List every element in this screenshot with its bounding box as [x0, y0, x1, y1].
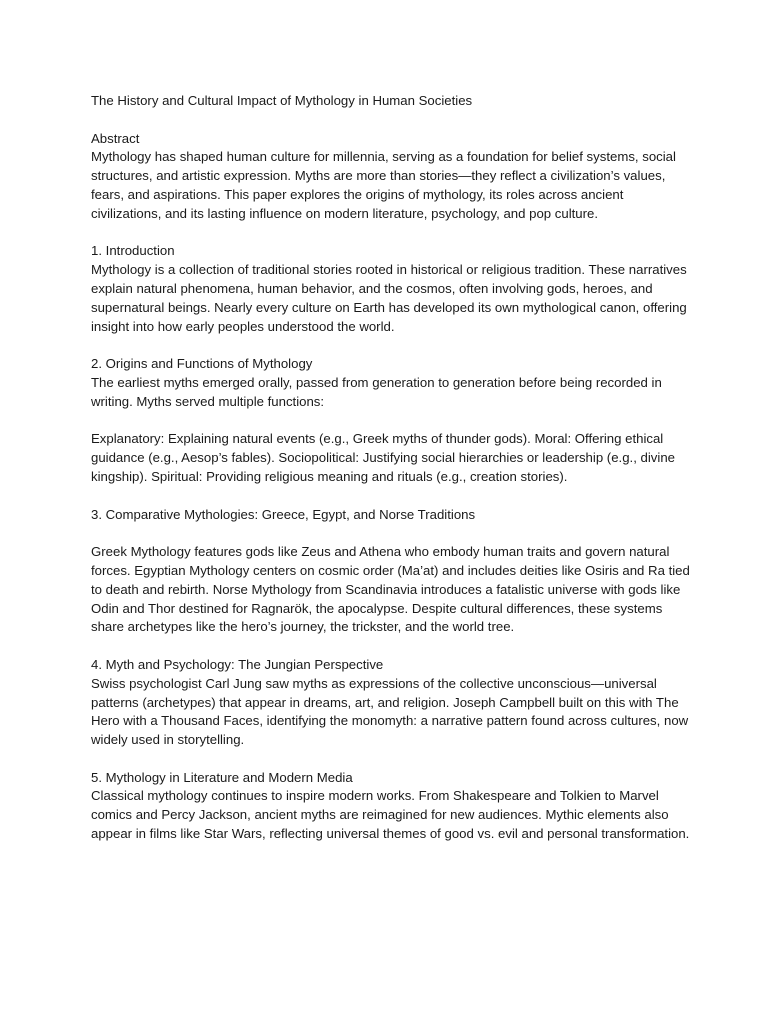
section-text-literature: Classical mythology continues to inspire modern works. From Shakespeare and Tolkien to Marvel comics and Percy Jackson, ancient myths are reimagined for new audiences. Mythic elements also appear in films like Star Wars, reflecting universal themes of good vs. evil and personal transformation. — [91, 788, 690, 842]
section-heading-comparative: 3. Comparative Mythologies: Greece, Egypt, and Norse Traditions — [91, 506, 476, 522]
section-text-origins: The earliest myths emerged orally, passed from generation to generation before being recorded in writing. Myths served multiple functions: — [91, 374, 662, 409]
abstract-heading: Abstract — [91, 130, 140, 146]
document-page — [91, 92, 691, 863]
section-text-functions-list: Explanatory: Explaining natural events (e.g., Greek myths of thunder gods). Moral: Offering ethical guidance (e.g., Aesop’s fables). Sociopolitical: Justifying social hierarchies or leadership (e.g., divine kingship). Spiritual: Providing religious meaning and rituals (e.g., creation stories). — [91, 431, 675, 484]
section-heading-origins: 2. Origins and Functions of Mythology — [91, 356, 313, 372]
section-heading-psychology: 4. Myth and Psychology: The Jungian Perspective — [91, 656, 384, 672]
section-text-psychology: Swiss psychologist Carl Jung saw myths as expressions of the collective unconscious—universal patterns (archetypes) that appear in dreams, art, and religion. Joseph Campbell built on this with The Hero with a Thousand Faces, identifying the monomyth: a narrative pattern found across cultures, now widely used in storytelling. — [91, 675, 689, 748]
section-text-introduction: Mythology is a collection of traditional stories rooted in historical or religious tradition. These narratives explain natural phenomena, human behavior, and the cosmos, often involving gods, heroes, and supernatural beings. Nearly every culture on Earth has developed its own mythological canon, offering insight into how early peoples understood the world. — [91, 262, 687, 334]
section-heading-introduction: 1. Introduction — [91, 243, 175, 259]
abstract-text: Mythology has shaped human culture for millennia, serving as a foundation for belief systems, social structures, and artistic expression. Myths are more than stories—they reflect a civilization’s values, fears, and aspirations. This paper explores the origins of mythology, its roles across ancient civilizations, and its lasting influence on modern literature, psychology, and pop culture. — [91, 149, 676, 221]
document-title: The History and Cultural Impact of Mythology in Human Societies — [91, 93, 473, 108]
section-text-comparative: Greek Mythology features gods like Zeus and Athena who embody human traits and govern natural forces. Egyptian Mythology centers on cosmic order (Ma’at) and includes deities like Osiris and Ra tied to death and rebirth. Norse Mythology from Scandinavia introduces a fatalistic universe with gods like Odin and Thor destined for Ragnarök, the apocalypse. Despite cultural differences, these systems share archetypes like the hero’s journey, the trickster, and the world tree. — [91, 544, 690, 635]
section-heading-literature: 5. Mythology in Literature and Modern Media — [91, 769, 353, 785]
